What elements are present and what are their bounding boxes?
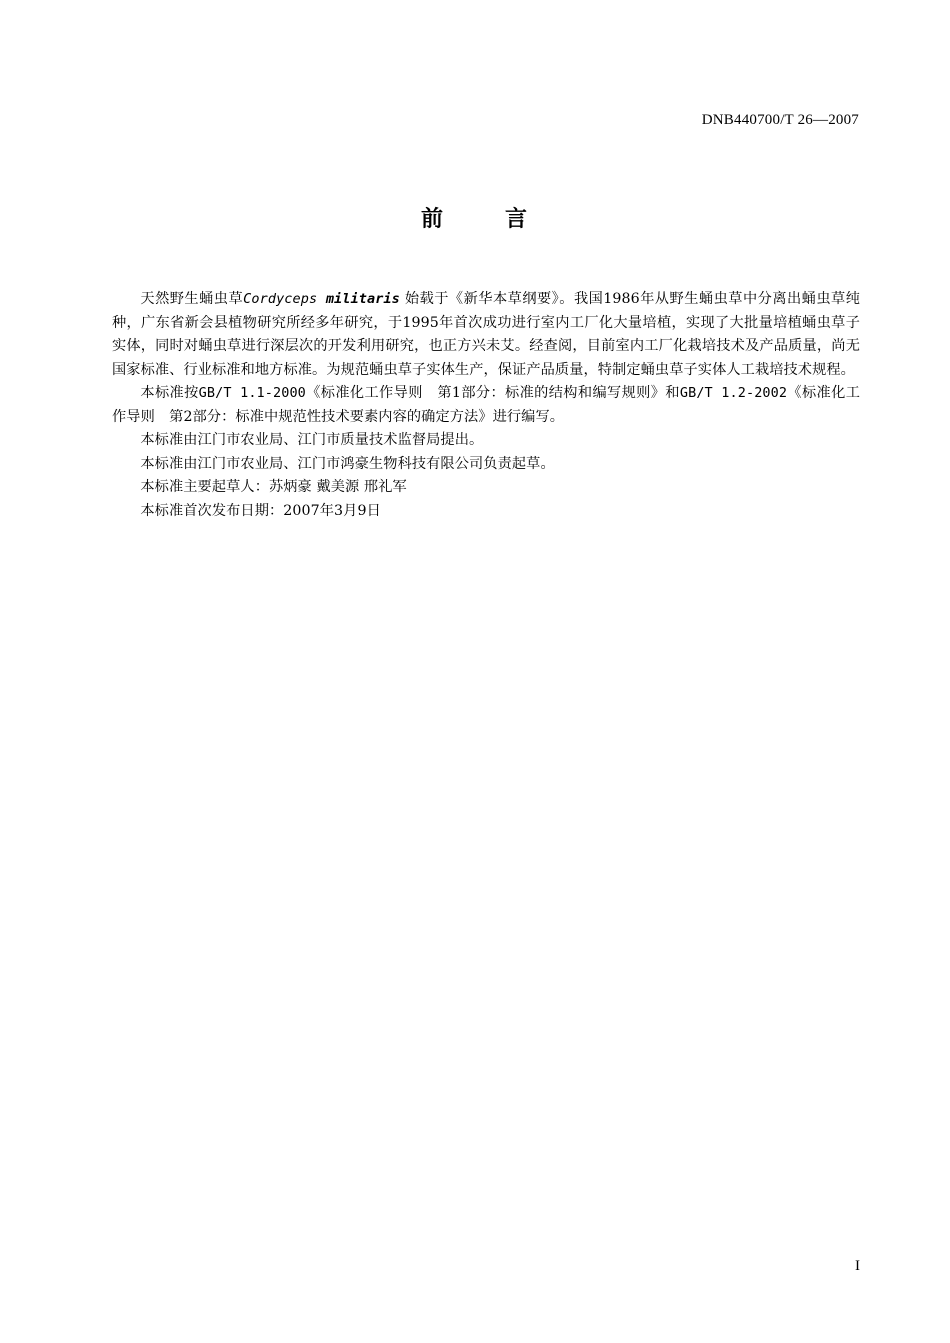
paragraph-drafted-by: 本标准由江门市农业局、江门市鸿豪生物科技有限公司负责起草。 (140, 455, 555, 472)
paragraph-release-date: 本标准首次发布日期：2007年3月9日 (140, 502, 381, 519)
standard-reference-1: GB/T 1.1-2000 (198, 385, 306, 401)
latin-species-name: militaris (325, 291, 400, 307)
page-number: I (855, 1258, 860, 1274)
document-code: DNB440700/T 26—2007 (701, 112, 859, 128)
drafting-rules-part-3: 《标准化工作导则 第2部分：标准中规范性技术要素内容的确定方法》进行编写。 (112, 385, 860, 425)
foreword-body (112, 288, 860, 523)
drafting-rules-part-1: 本标准按 (140, 385, 199, 401)
paragraph-background (112, 288, 860, 382)
paragraph-background-rest: 始载于《新华本草纲要》。我国1986年从野生蛹虫草中分离出蛹虫草纯种，广东省新会县植物研究所经多年研究，于1995年首次成功进行室内工厂化大量培植，实现了大批量培植蛹虫草子实体，同时对蛹虫草进行深层次的开发利用研究，也正方兴未艾。经查阅，目前室内工厂化栽培技术及产品质量，尚无国家标准、行业标准和地方标准。为规范蛹虫草子实体生产，保证产品质量，特制定蛹虫草子实体人工栽培技术规程。 (112, 291, 861, 378)
latin-genus-name: Cordyceps (243, 291, 326, 307)
page-title-char-2: 言 (505, 207, 530, 232)
standard-reference-2: GB/T 1.2-2002 (679, 385, 788, 401)
paragraph-main-drafters: 本标准主要起草人：苏炳豪 戴美源 邢礼军 (140, 479, 407, 495)
paragraph-proposed-by: 本标准由江门市农业局、江门市质量技术监督局提出。 (140, 432, 484, 448)
page-title-char-1: 前 (420, 207, 445, 232)
paragraph-background-lead: 天然野生蛹虫草 (140, 291, 244, 307)
paragraph-drafting-rules (112, 382, 860, 429)
drafting-rules-part-2: 《标准化工作导则 第1部分：标准的结构和编写规则》和 (305, 385, 680, 401)
page-title (0, 202, 950, 233)
